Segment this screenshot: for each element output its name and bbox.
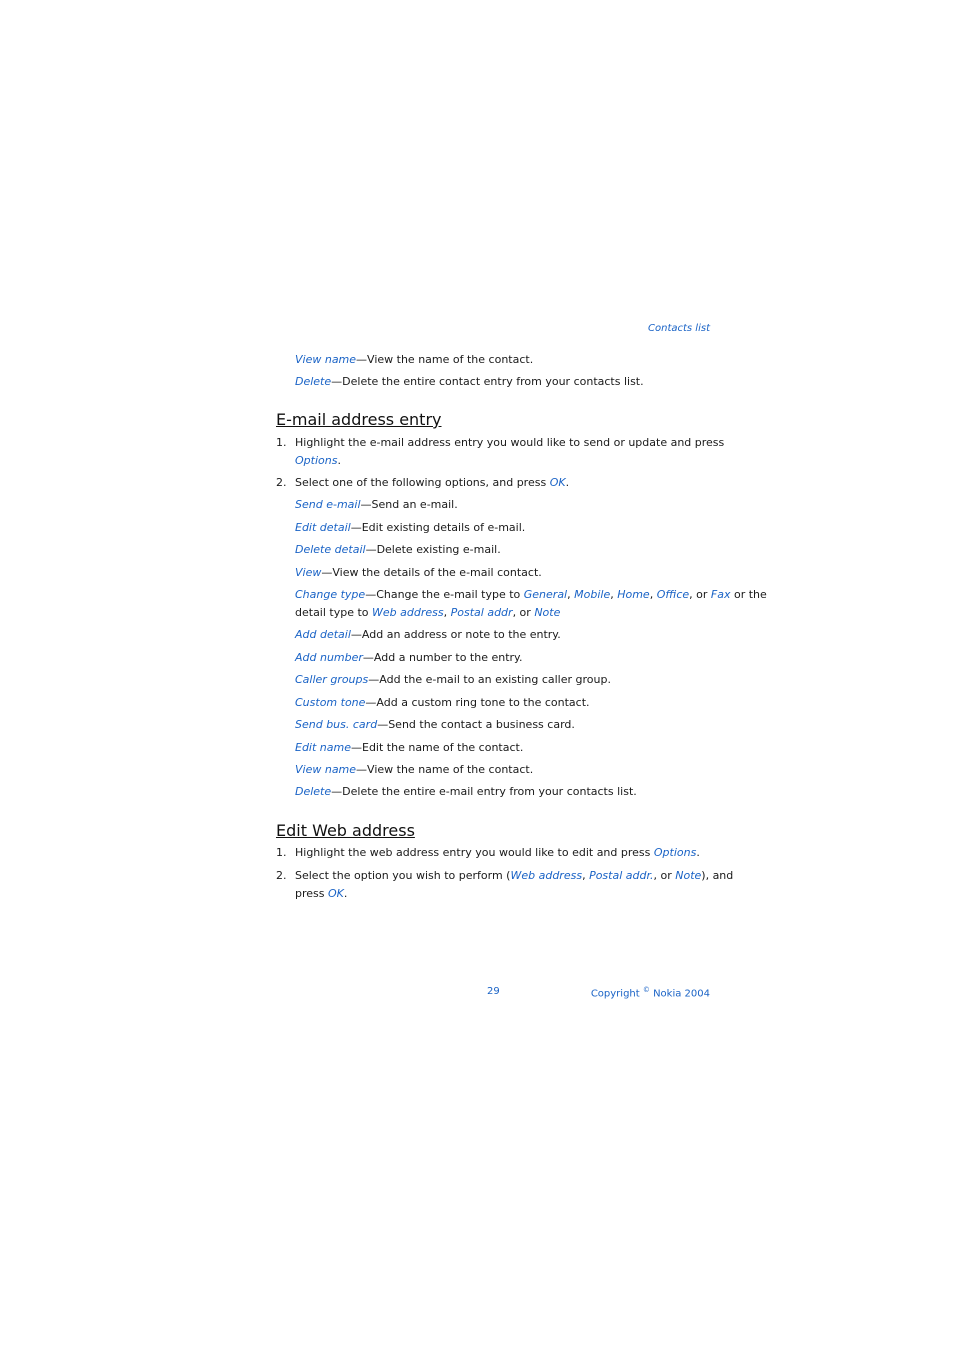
option-send-email <box>295 496 715 514</box>
option-desc: —Delete the entire e-mail entry from your contacts list. <box>331 785 637 798</box>
option-add-number <box>295 649 715 667</box>
step-number: 1. <box>276 436 287 449</box>
option-desc: —View the name of the contact. <box>356 763 534 776</box>
punct: . <box>343 887 348 900</box>
option-term: Caller groups <box>295 673 369 686</box>
option-delete <box>295 783 715 801</box>
option-term: View <box>295 566 322 579</box>
intro-item-view-name <box>295 351 715 369</box>
copyright-symbol: © <box>642 986 650 994</box>
option-desc: —Add an address or note to the entry. <box>350 628 561 641</box>
option-desc: —Delete existing e-mail. <box>365 543 501 556</box>
section-heading-email: E-mail address entry <box>276 410 442 429</box>
option-term: Delete detail <box>295 543 366 556</box>
step-link: Options <box>295 454 338 467</box>
option-desc: —Edit the name of the contact. <box>351 741 524 754</box>
sep: , or <box>653 869 676 882</box>
option-desc: or the <box>730 588 767 601</box>
step-link: Options <box>653 846 697 859</box>
option-delete-detail <box>295 541 715 559</box>
option-term: Delete <box>295 785 332 798</box>
option-term: View name <box>295 353 357 366</box>
type-note: Note <box>534 606 561 619</box>
step-text: Select the option you wish to perform ( <box>295 869 511 882</box>
option-desc: —Send the contact a business card. <box>377 718 575 731</box>
section-heading-web: Edit Web address <box>276 821 415 840</box>
copyright-label: Copyright <box>590 988 640 1000</box>
option-caller-groups <box>295 671 715 689</box>
step-text: ), and <box>701 869 734 882</box>
web-step-1 <box>295 844 715 862</box>
option-edit-name <box>295 739 715 757</box>
option-term: Send e-mail <box>295 498 361 511</box>
option-desc: —View the details of the e-mail contact. <box>321 566 542 579</box>
step-link: OK <box>328 887 344 900</box>
email-step-1 <box>295 434 725 470</box>
option-term: Custom tone <box>295 696 366 709</box>
option-term: Edit name <box>295 741 351 754</box>
sep: , <box>649 588 657 601</box>
option-send-bus-card <box>295 716 715 734</box>
page-number: 29 <box>487 986 500 997</box>
email-step-2 <box>295 474 715 492</box>
option-edit-detail <box>295 519 715 537</box>
step-text: Select one of the following options, and press <box>295 476 550 489</box>
option-desc: —Edit existing details of e-mail. <box>350 521 526 534</box>
option-desc: —Add the e-mail to an existing caller group. <box>368 673 611 686</box>
sep: , or <box>512 606 535 619</box>
step-link: OK <box>549 476 566 489</box>
step-text: Highlight the e-mail address entry you would like to send or update and press <box>295 436 725 449</box>
punct: . <box>337 454 341 467</box>
web-step-2 <box>295 867 734 903</box>
option-term: Send bus. card <box>295 718 378 731</box>
option-desc: —View the name of the contact. <box>356 353 534 366</box>
sep: , <box>610 588 618 601</box>
link-web-address: Web address <box>510 869 583 882</box>
intro-item-delete <box>295 373 715 391</box>
option-view-name <box>295 761 715 779</box>
punct: . <box>565 476 570 489</box>
type-home: Home <box>617 588 650 601</box>
type-postal-addr: Postal addr <box>450 606 513 619</box>
option-desc: —Change the e-mail type to <box>365 588 524 601</box>
option-term: Edit detail <box>295 521 351 534</box>
step-number: 2. <box>276 869 287 882</box>
sep: , <box>443 606 451 619</box>
sep: , <box>582 869 590 882</box>
option-view <box>295 564 715 582</box>
step-number: 1. <box>276 846 287 859</box>
option-term: Change type <box>295 588 366 601</box>
copyright-notice <box>540 986 710 999</box>
option-desc: detail type to <box>295 606 373 619</box>
option-term: Delete <box>295 375 332 388</box>
option-desc: —Add a custom ring tone to the contact. <box>365 696 590 709</box>
option-change-type <box>295 586 767 622</box>
step-text: Highlight the web address entry you would like to edit and press <box>295 846 654 859</box>
type-web-address: Web address <box>372 606 444 619</box>
option-desc: —Add a number to the entry. <box>362 651 523 664</box>
sep: , <box>567 588 575 601</box>
option-term: Add detail <box>295 628 351 641</box>
sep: , or <box>689 588 711 601</box>
option-desc: —Delete the entire contact entry from your contacts list. <box>331 375 644 388</box>
link-note: Note <box>675 869 702 882</box>
copyright-company: Nokia 2004 <box>653 988 710 1000</box>
option-desc: —Send an e-mail. <box>360 498 458 511</box>
option-term: Add number <box>295 651 363 664</box>
type-mobile: Mobile <box>574 588 611 601</box>
punct: . <box>696 846 700 859</box>
type-office: Office <box>656 588 690 601</box>
link-postal-addr: Postal addr. <box>589 869 654 882</box>
option-custom-tone <box>295 694 715 712</box>
step-number: 2. <box>276 476 287 489</box>
option-add-detail <box>295 626 715 644</box>
type-general: General <box>523 588 568 601</box>
option-term: View name <box>295 763 357 776</box>
running-header: Contacts list <box>648 323 710 334</box>
type-fax: Fax <box>710 588 731 601</box>
step-text: press <box>295 887 328 900</box>
